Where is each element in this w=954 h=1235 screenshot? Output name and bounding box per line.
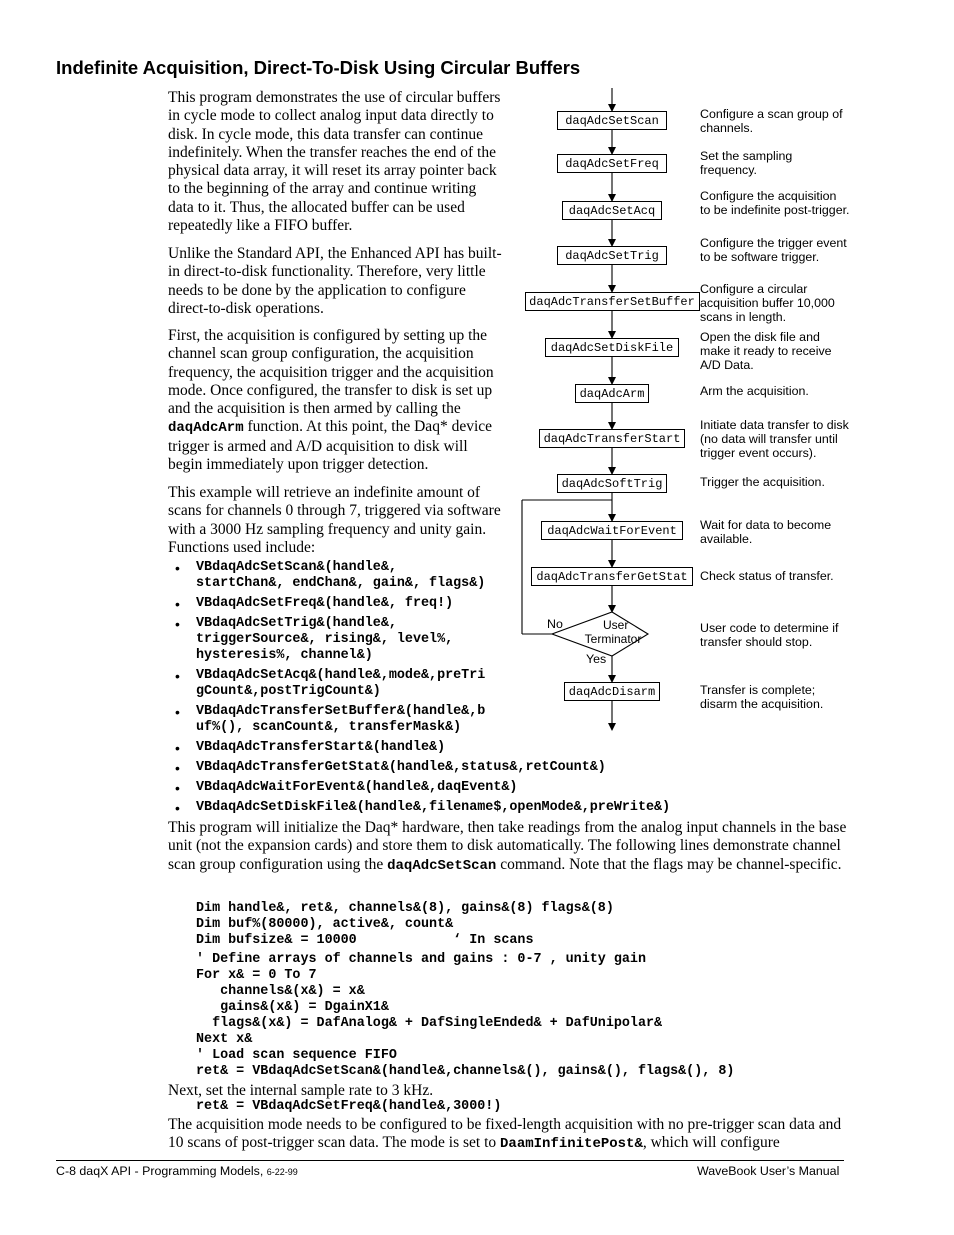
- function-signature: VBdaqAdcSetDiskFile&(handle&,filename$,openMode&,preWrite&): [196, 800, 671, 815]
- decision-label-user: User: [603, 618, 629, 632]
- configuration-code: daqAdcArm: [168, 420, 244, 437]
- page-title: Indefinite Acquisition, Direct-To-Disk Using Circular Buffers: [56, 57, 581, 78]
- code-line: Dim buf%(80000), active&, count&: [196, 917, 454, 932]
- bullet-icon: •: [175, 760, 180, 776]
- decision-yes-label: Yes: [586, 652, 607, 666]
- configuration-text-b: function. At this point, the Daq* device trigger is armed and A/D acquisition to disk will begin immediately upon trigger detection.: [168, 418, 493, 474]
- code-line: gains&(x&) = DgainX1&: [196, 1000, 389, 1015]
- code-line: ' Load scan sequence FIFO: [196, 1048, 397, 1063]
- function-signature: VBdaqAdcTransferSetBuffer&(handle&,b uf%(), scanCount&, transferMask&): [196, 704, 486, 735]
- flowchart-step-description: Configure a circular acquisition buffer 10,000 scans in length.: [700, 282, 835, 324]
- function-signature: VBdaqAdcSetFreq&(handle&, freq!): [196, 596, 454, 611]
- flowchart-step-box: daqAdcTransferGetStat: [531, 567, 693, 586]
- function-list-item: [172, 800, 732, 816]
- configuration-paragraph: [168, 327, 504, 474]
- code-line: Dim bufsize& = 10000 ‘ In scans: [196, 933, 534, 948]
- flowchart-step-box: daqAdcTransferSetBuffer: [525, 292, 700, 311]
- flowchart-step-description: Wait for data to become available.: [700, 518, 832, 546]
- example-paragraph: This example will retrieve an indefinite amount of scans for channels 0 through 7, triggered via software with a 3000 Hz sampling frequency and unity gain. Functions used include:: [168, 484, 501, 556]
- bullet-icon: •: [175, 800, 180, 816]
- code-line: ' Define arrays of channels and gains : 0-7 , unity gain: [196, 952, 646, 967]
- bullet-icon: •: [175, 596, 180, 612]
- code-line: For x& = 0 To 7: [196, 968, 317, 983]
- footer-rule: [56, 1160, 844, 1161]
- function-list-item: [172, 760, 732, 776]
- function-signature: VBdaqAdcSetScan&(handle&, startChan&, endChan&, gain&, flags&): [196, 560, 486, 591]
- flowchart-step-description: Check status of transfer.: [700, 569, 834, 583]
- flowchart-step-box: daqAdcSetDiskFile: [545, 338, 679, 357]
- code-line-setfreq: ret& = VBdaqAdcSetFreq&(handle&,3000!): [196, 1099, 502, 1114]
- configuration-text-a: First, the acquisition is configured by setting up the channel scan group configuration, the acquisition frequency, the acquisition trigger and the acquisition mode. Once configured, the transfer to disk is set up and the acquisition is then armed by calling the: [168, 327, 494, 418]
- code-line: flags&(x&) = DafAnalog& + DafSingleEnded& + DafUnipolar&: [196, 1016, 663, 1031]
- bullet-icon: •: [175, 668, 180, 684]
- footer-date: 6-22-99: [266, 1167, 298, 1177]
- function-list-item: [172, 740, 732, 756]
- decision-description: User code to determine if transfer should stop.: [700, 621, 839, 649]
- code-line: Dim handle&, ret&, channels&(8), gains&(8) flags&(8): [196, 901, 614, 916]
- flowchart-step-box: daqAdcSoftTrig: [557, 474, 667, 493]
- footer-page-info: [56, 1164, 298, 1178]
- code-line: ret& = VBdaqAdcSetScan&(handle&,channels&(), gains&(), flags&(), 8): [196, 1064, 735, 1079]
- enhanced-api-paragraph: Unlike the Standard API, the Enhanced API has built-in direct-to-disk functionality. Therefore, very little needs to be done by the application to configure direct-to-disk operations.: [168, 245, 502, 317]
- bullet-icon: •: [175, 616, 180, 632]
- flowchart-step-box: daqAdcSetScan: [557, 111, 667, 130]
- flowchart-step-description: Trigger the acquisition.: [700, 475, 825, 489]
- footer-chapter: C-8 daqX API - Programming Models,: [56, 1164, 264, 1178]
- flowchart-step-description: Set the sampling frequency.: [700, 149, 793, 177]
- code-line: channels&(x&) = x&: [196, 984, 365, 999]
- acquisition-mode-paragraph: [168, 1116, 848, 1154]
- flowchart-step-description: Initiate data transfer to disk (no data will transfer until trigger event occurs).: [700, 418, 849, 460]
- flowchart-step-box: daqAdcSetTrig: [557, 246, 667, 265]
- initialize-text-a: This program will initialize the Daq* hardware, then take readings from the analog input channels in the base unit (not the expansion cards) and store them to disk automatically. The following lines demonstrate channel scan group configuration using the: [168, 819, 847, 873]
- function-signature: VBdaqAdcTransferStart&(handle&): [196, 740, 446, 755]
- function-list-item: [172, 780, 732, 796]
- flowchart-step-box: daqAdcTransferStart: [539, 429, 685, 448]
- initialize-text-b: command. Note that the flags may be channel-specific.: [496, 855, 842, 873]
- decision-label-terminator: Terminator: [584, 632, 642, 646]
- acq-mode-text-a: The acquisition mode needs to be configured to be fixed-length acquisition with no pre-trigger scan data and 10 scans of post-trigger scan data. The mode is set to: [168, 1116, 842, 1152]
- flowchart-step-description: Transfer is complete; disarm the acquisition.: [700, 683, 824, 711]
- acq-mode-code: DaamInfinitePost&: [500, 1136, 643, 1153]
- flowchart-step-description: Configure a scan group of channels.: [700, 107, 843, 135]
- bullet-icon: •: [175, 740, 180, 756]
- function-signature: VBdaqAdcSetAcq&(handle&,mode&,preTri gCount&,postTrigCount&): [196, 668, 486, 699]
- bullet-icon: •: [175, 704, 180, 720]
- function-signature: VBdaqAdcTransferGetStat&(handle&,status&,retCount&): [196, 760, 606, 775]
- flowchart-step-description: Arm the acquisition.: [700, 384, 809, 398]
- function-signature: VBdaqAdcWaitForEvent&(handle&,daqEvent&): [196, 780, 518, 795]
- flowchart-step-box: daqAdcArm: [575, 384, 649, 403]
- initialize-paragraph: [168, 819, 848, 875]
- bullet-icon: •: [175, 560, 180, 576]
- flowchart-step-description: Open the disk file and make it ready to receive A/D Data.: [700, 330, 832, 372]
- bullet-icon: •: [175, 780, 180, 796]
- footer-manual-title: WaveBook User’s Manual: [697, 1164, 840, 1178]
- intro-paragraph: This program demonstrates the use of circular buffers in cycle mode to collect analog input data directly to disk. In cycle mode, this data transfer can continue indefinitely. When the transfer reaches the end of the physical data array, it will reset its array pointer back to the beginning of the array and continue writing data to it. Thus, the allocated buffer can be used repeatedly like a FIFO buffer.: [168, 89, 501, 235]
- acq-mode-text-b: , which will configure: [642, 1134, 780, 1152]
- decision-no-label: No: [547, 617, 563, 631]
- flowchart-step-box: daqAdcSetFreq: [557, 154, 667, 173]
- code-line: Next x&: [196, 1032, 253, 1047]
- initialize-code: daqAdcSetScan: [387, 857, 497, 874]
- flowchart-step-description: Configure the acquisition to be indefinite post-trigger.: [700, 189, 850, 217]
- flowchart-step-box: daqAdcWaitForEvent: [541, 521, 683, 540]
- sample-rate-paragraph: Next, set the internal sample rate to 3 kHz.: [168, 1082, 434, 1099]
- flowchart-step-description: Configure the trigger event to be software trigger.: [700, 236, 847, 264]
- flowchart-step-box: daqAdcSetAcq: [562, 201, 662, 220]
- flowchart-final-box: daqAdcDisarm: [564, 682, 660, 701]
- function-signature: VBdaqAdcSetTrig&(handle&, triggerSource&, rising&, level%, hysteresis%, channel&): [196, 616, 454, 663]
